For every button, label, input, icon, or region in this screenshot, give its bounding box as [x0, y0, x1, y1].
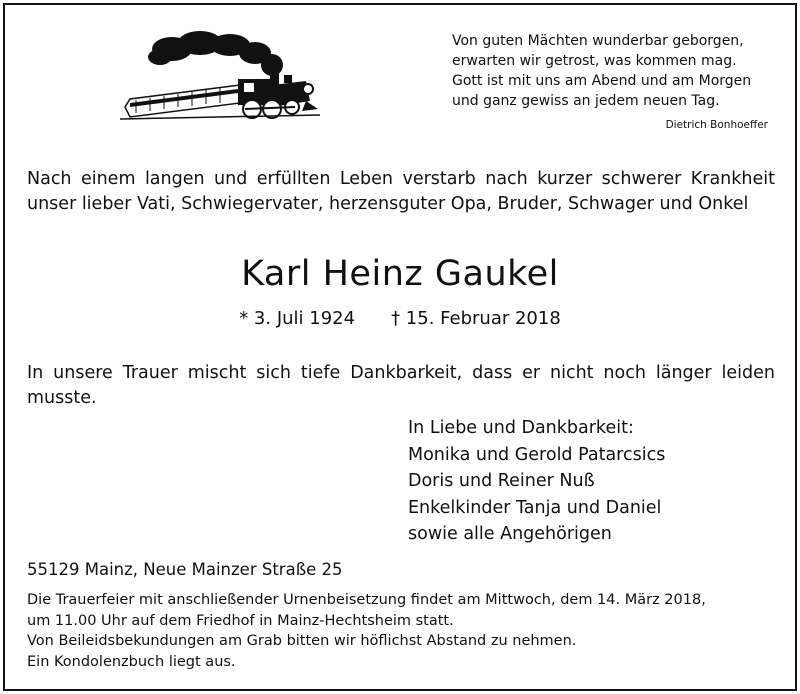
funeral-notes — [27, 590, 779, 672]
bonhoeffer-quote — [452, 31, 782, 135]
family-address: 55129 Mainz, Neue Mainzer Straße 25 — [27, 560, 343, 579]
funeral-note-line: Die Trauerfeier mit anschließender Urnenbeisetzung findet am Mittwoch, dem 14. März 2018, — [27, 592, 706, 608]
deceased-name: Karl Heinz Gaukel — [241, 254, 559, 294]
quote-line: Von guten Mächten wunderbar geborgen, — [452, 33, 744, 49]
funeral-note-line: Ein Kondolenzbuch liegt aus. — [27, 653, 236, 670]
steam-train-icon — [120, 27, 320, 123]
mourners-heading: In Liebe und Dankbarkeit: — [408, 418, 634, 438]
obituary-notice — [3, 3, 797, 691]
mourner-entry: Enkelkinder Tanja und Daniel — [408, 497, 662, 518]
intro-text: Nach einem langen und erfüllten Leben verstarb nach kurzer schwerer Krankheit unser lieber Vati, Schwiegervater, herzensguter Opa, Bruder, Schwager und Onkel — [27, 169, 775, 214]
quote-author: Dietrich Bonhoeffer — [665, 119, 768, 131]
mourners-list — [408, 415, 665, 548]
mourner-entry: Doris und Reiner Nuß — [408, 471, 595, 491]
mourner-entry: sowie alle Angehörigen — [408, 524, 612, 544]
mourner-entry: Monika und Gerold Patarcsics — [408, 444, 666, 465]
death-date: † 15. Februar 2018 — [391, 308, 561, 329]
birth-date: * 3. Juli 1924 — [239, 308, 356, 329]
life-dates — [5, 308, 795, 329]
funeral-note-line: um 11.00 Uhr auf dem Friedhof in Mainz-Hechtsheim statt. — [27, 612, 454, 629]
funeral-note-line: Von Beileidsbekundungen am Grab bitten wir höflichst Abstand zu nehmen. — [27, 633, 577, 649]
gratitude-text: In unsere Trauer mischt sich tiefe Dankbarkeit, dass er nicht noch länger leiden musste. — [27, 363, 775, 408]
quote-line: erwarten wir getrost, was kommen mag. — [452, 53, 737, 69]
quote-line: und ganz gewiss an jedem neuen Tag. — [452, 93, 720, 109]
quote-line: Gott ist mit uns am Abend und am Morgen — [452, 73, 752, 89]
